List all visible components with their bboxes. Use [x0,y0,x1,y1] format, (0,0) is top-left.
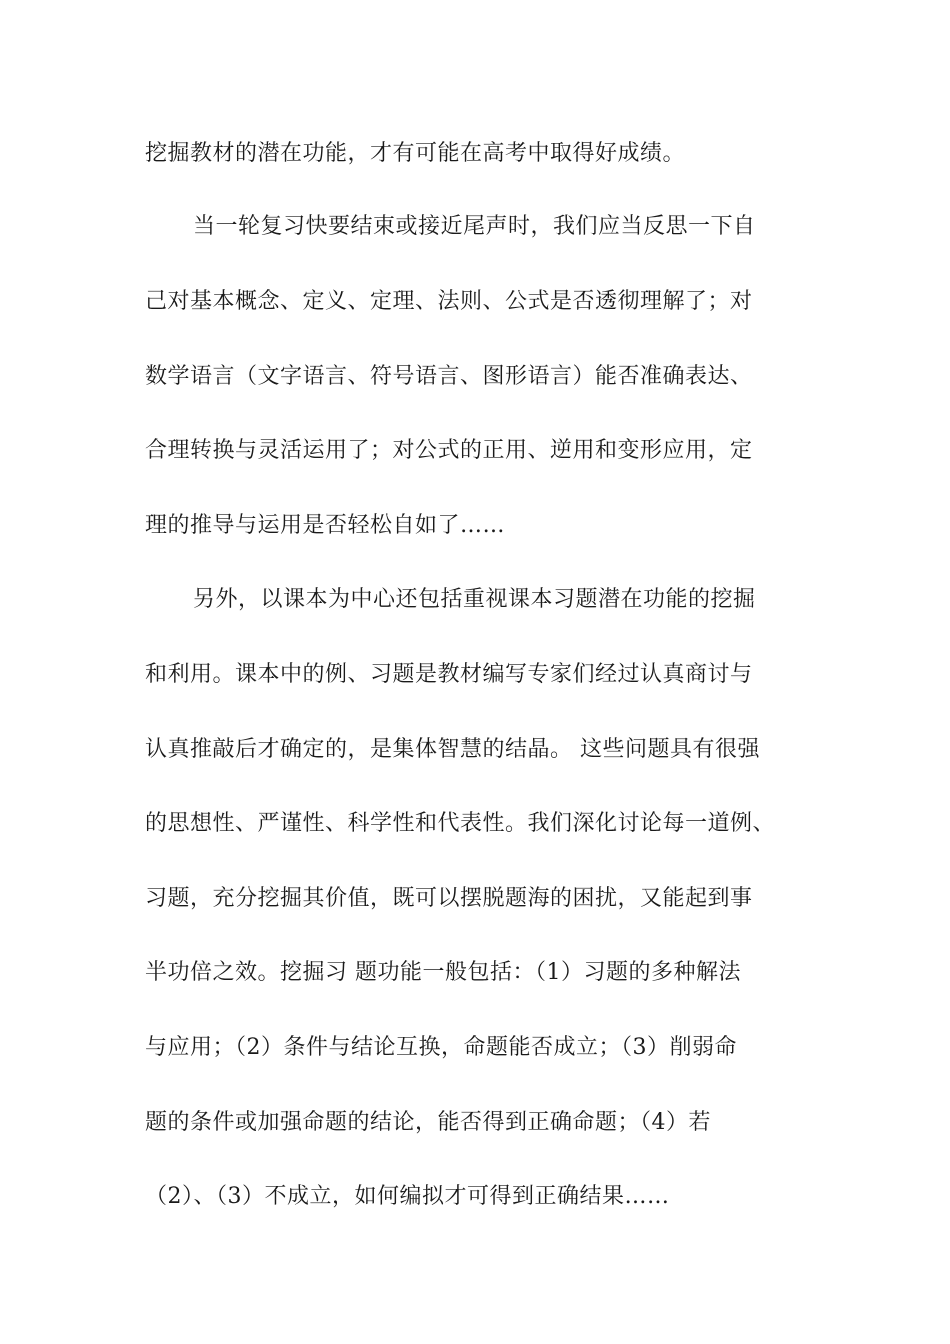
text-line: 认真推敲后才确定的，是集体智慧的结晶。 这些问题具有很强 [145,737,760,762]
text-line: 己对基本概念、定义、定理、法则、公式是否透彻理解了；对 [145,289,753,314]
text-line: 题的条件或加强命题的结论，能否得到正确命题；（4）若 [145,1110,711,1135]
text-line: 数学语言（文字语言、符号语言、图形语言）能否准确表达、 [145,364,753,389]
text-line: （2）、（3）不成立，如何编拟才可得到正确结果…… [145,1184,670,1209]
text-line: 半功倍之效。挖掘习 题功能一般包括：（1）习题的多种解法 [145,960,741,985]
text-line: 习题，充分挖掘其价值，既可以摆脱题海的困扰，又能起到事 [145,886,753,911]
text-line: 和利用。课本中的例、习题是教材编写专家们经过认真商讨与 [145,662,753,687]
paragraph-start-line: 另外，以课本为中心还包括重视课本习题潜在功能的挖掘 [193,587,756,612]
text-line: 与应用；（2）条件与结论互换，命题能否成立；（3）削弱命 [145,1035,737,1060]
text-line: 的思想性、严谨性、科学性和代表性。我们深化讨论每一道例、 [145,811,776,836]
text-line: 挖掘教材的潜在功能，才有可能在高考中取得好成绩。 [145,141,686,166]
paragraph-start-line: 当一轮复习快要结束或接近尾声时，我们应当反思一下自 [193,214,756,239]
text-line: 合理转换与灵活运用了；对公式的正用、逆用和变形应用，定 [145,438,753,463]
text-line: 理的推导与运用是否轻松自如了…… [145,513,506,538]
